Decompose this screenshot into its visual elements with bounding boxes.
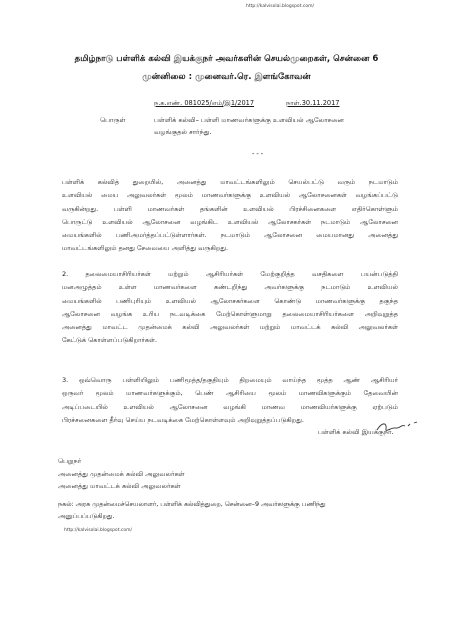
paragraph-line: ஒருவர் மூலம் மாணவர்களுக்கும், பெண் ஆசிரியை மூலம் மாணவிகளுக்கும் தேவையின் (62, 389, 398, 398)
recipient-line-1: அனைத்து முதன்மைக் கல்வி அலுவலர்கள் (58, 470, 185, 478)
watermark-url-top: http://kalvisolai.blogspot.com/ (246, 4, 315, 9)
paragraph-line: மனஅழுத்தம் உள்ள மாணவர்களை கண்டறிந்து அவர்களுக்கு நடமாடும் உளவியல் (62, 283, 398, 292)
subject-label: பொருள் (100, 116, 126, 124)
subject-line-1: பள்ளிக் கல்வி– பள்ளி மாணவர்களுக்கு உளவியல் ஆலோசனை (154, 116, 344, 124)
watermark-url-bottom: http://kalvisolai.blogspot.com/ (64, 528, 133, 533)
subject-line-2: வழங்குதல் சார்ந்து. (154, 128, 212, 136)
paragraph-2 (62, 268, 398, 348)
recipient-line-2: அனைத்து மாவட்டக் கல்வி அலுவலர்கள் (58, 482, 181, 490)
paragraph-1 (62, 176, 398, 256)
reference-date: நாள்.30.11.2017 (286, 99, 340, 107)
paragraph-line: பிரச்சனைகளை தீர்வு செய்ய நடவடிக்கை மேற்கொள்ளவும் அறிவுறுத்தப்படுகிறது. (62, 415, 304, 424)
paragraph-line: ஆலோசனை வழங்க உரிய நடவடிக்கை மேற்கொள்ளுமாறு தலைமையாசிரியர்களை அறிவுறுத்த (62, 309, 398, 318)
paragraph-line: மாவட்டங்களிலும் தனது சேவையை அளித்து வருகிறது. (62, 244, 229, 253)
copy-to-line-1: நகல்: அரசு முதன்மைச்செயலாளர், பள்ளிக் கல்வித்துறை, சென்னை–9 அவர்களுக்கு பணிந்து (58, 500, 326, 508)
paragraph-line: உளவியல் மைய அலுவலர்கள் மூலம் மாணவர்களுக்கு உளவியல் ஆலோசனைகள் வழங்கப்பட்டு (62, 191, 398, 200)
paragraph-line: அனைத்து மாவட்ட முதன்மைக் கல்வி அலுவலர்கள் மற்றும் மாவட்டக் கல்வி அலுவலர்கள் (62, 323, 398, 332)
paragraph-3 (62, 374, 398, 427)
paragraph-line: 3. ஒவ்வொரு பள்ளியிலும் பணிமூத்த/தகுதியும் திறமையும் வாய்ந்த மூத்த ஆண் ஆசிரியர் (62, 376, 398, 384)
separator: --- (252, 150, 266, 158)
paragraph-line: 2. தலைமையாசிரியர்கள் மற்றும் ஆசிரியர்கள் மேற்குறித்த வசதிகளை பயன்படுத்தி (62, 270, 398, 278)
paragraph-line: மையங்களில் பணிபுரியும் உளவியல் ஆலோசகர்களை கொண்டு மாணவர்களுக்கு தகுந்த (62, 296, 398, 305)
office-heading: தமிழ்நாடு பள்ளிக் கல்வி இயக்குநர் அவர்களின் செயல்முறைகள், சென்னை 6 (74, 54, 379, 64)
signatory-title: பள்ளிக் கல்வி இயக்குநர். (318, 428, 394, 436)
paragraph-line: வருகின்றது. பள்ளி மாணவர்கள் தங்களின் உளவியல் பிரச்சினைகளை எதிர்கொள்ளும் (62, 204, 398, 213)
copy-to-line-2: அனுப்பப்படுகிறது. (58, 512, 115, 520)
paragraph-line: பொருட்டு உளவியல் ஆலோசனை வழங்கிட உளவியல் ஆலோசகர்கள் நடமாடும் ஆலோசனை (62, 217, 398, 226)
presiding-officer: முன்னிலை : முனைவர்.ரெ. இளங்கோவன் (142, 72, 311, 82)
paragraph-line: பள்ளிக் கல்வித் துறையில், அனைத்து மாவட்டங்களிலும் செயல்பட்டு வரும் நடமாடும் (62, 178, 398, 186)
paragraph-line: மையங்களில் பணிஅமர்த்தப்பட்டுள்ளார்கள். நடமாடும் ஆலோசனை மையமானது அனைத்து (62, 231, 398, 240)
reference-number: ந.க.எண். 081025/எம்/இ1/2017 (154, 99, 255, 107)
paragraph-line: கேட்டுக் கொள்ளப்படுகிறார்கள். (62, 336, 158, 345)
paragraph-line: அடிப்படையில் உளவியல் ஆலோசனை வழங்கி மாணவ மாணவியர்களுக்கு ஏற்படும் (62, 402, 398, 411)
recipients-label: பெறுநர் (58, 457, 82, 465)
